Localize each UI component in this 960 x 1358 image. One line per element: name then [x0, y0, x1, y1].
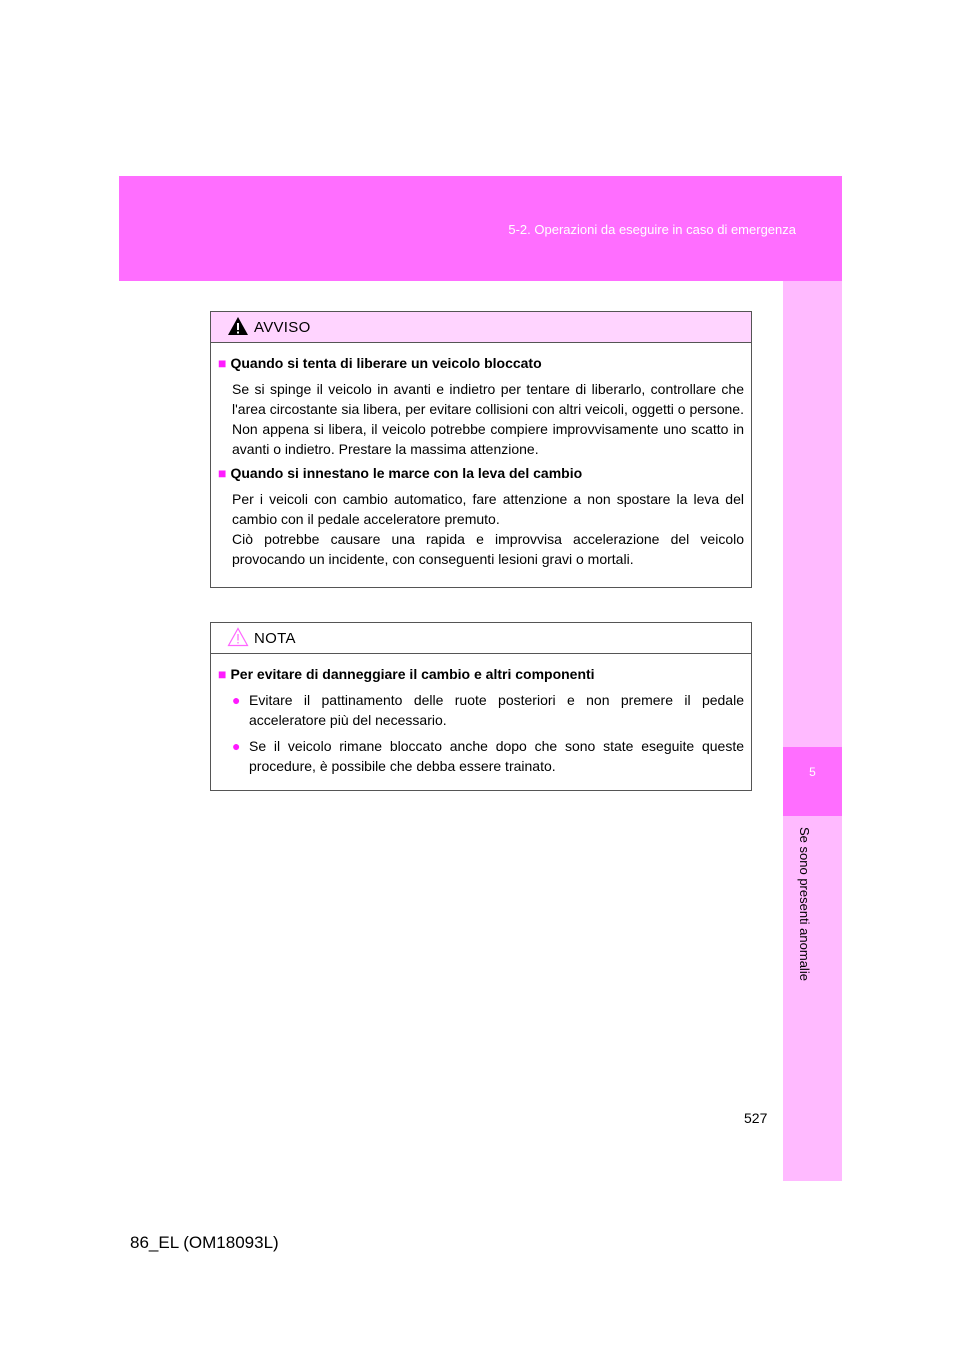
document-code: 86_EL (OM18093L): [130, 1233, 279, 1252]
note-box-body: [211, 654, 751, 790]
chapter-number: 5: [809, 765, 816, 779]
section-heading-text: Quando si tenta di liberare un veicolo bloccato: [230, 355, 542, 371]
section-title: 5-2. Operazioni da eseguire in caso di emergenza: [508, 222, 796, 237]
section-paragraph: Per i veicoli con cambio automatico, fare attenzione a non spostare la leva del cambio con il pedale acceleratore premuto.: [232, 491, 744, 527]
square-bullet-icon: ■: [218, 465, 227, 481]
circle-bullet-icon: ●: [232, 692, 241, 708]
caution-triangle-outline-icon: [227, 627, 249, 647]
chapter-title: Se sono presenti anomalie: [797, 827, 812, 981]
circle-bullet-icon: ●: [232, 738, 241, 754]
chapter-number-block: [783, 747, 842, 816]
section-heading-text: Per evitare di danneggiare il cambio e altri componenti: [230, 666, 595, 682]
header-band: [119, 176, 842, 281]
page-number: 527: [744, 1110, 768, 1126]
warning-triangle-icon: [227, 316, 249, 336]
section-heading: [218, 463, 744, 483]
note-label: NOTA: [254, 630, 296, 647]
warning-label: AVVISO: [254, 319, 311, 336]
list-item: [232, 736, 744, 776]
note-box: [210, 622, 752, 791]
section-heading: [218, 664, 744, 684]
list-item-text: Se il veicolo rimane bloccato anche dopo che sono state eseguite queste procedure, è possibile che debba essere trainato.: [249, 738, 744, 774]
warning-box-header: [211, 312, 751, 343]
square-bullet-icon: ■: [218, 666, 227, 682]
list-item: [232, 690, 744, 730]
section-heading-text: Quando si innestano le marce con la leva del cambio: [230, 465, 583, 481]
note-box-header: [211, 623, 751, 654]
section-paragraph: Ciò potrebbe causare una rapida e improvvisa accelerazione del veicolo provocando un incidente, con conseguenti lesioni gravi o mortali.: [232, 531, 744, 567]
warning-box: [210, 311, 752, 588]
square-bullet-icon: ■: [218, 355, 227, 371]
list-item-text: Evitare il pattinamento delle ruote posteriori e non premere il pedale acceleratore più del necessario.: [249, 692, 744, 728]
section-heading: [218, 353, 744, 373]
section-paragraph: Se si spinge il veicolo in avanti e indietro per tentare di liberarlo, controllare che l'area circostante sia libera, per evitare collisioni con altri veicoli, oggetti o persone. Non appena si libera, il veicolo potrebbe compiere improvvisamente uno scatto in avanti o indietro. Prestare la massima attenzione.: [232, 381, 744, 457]
side-tab: [783, 281, 842, 1181]
warning-box-body: [211, 343, 751, 587]
